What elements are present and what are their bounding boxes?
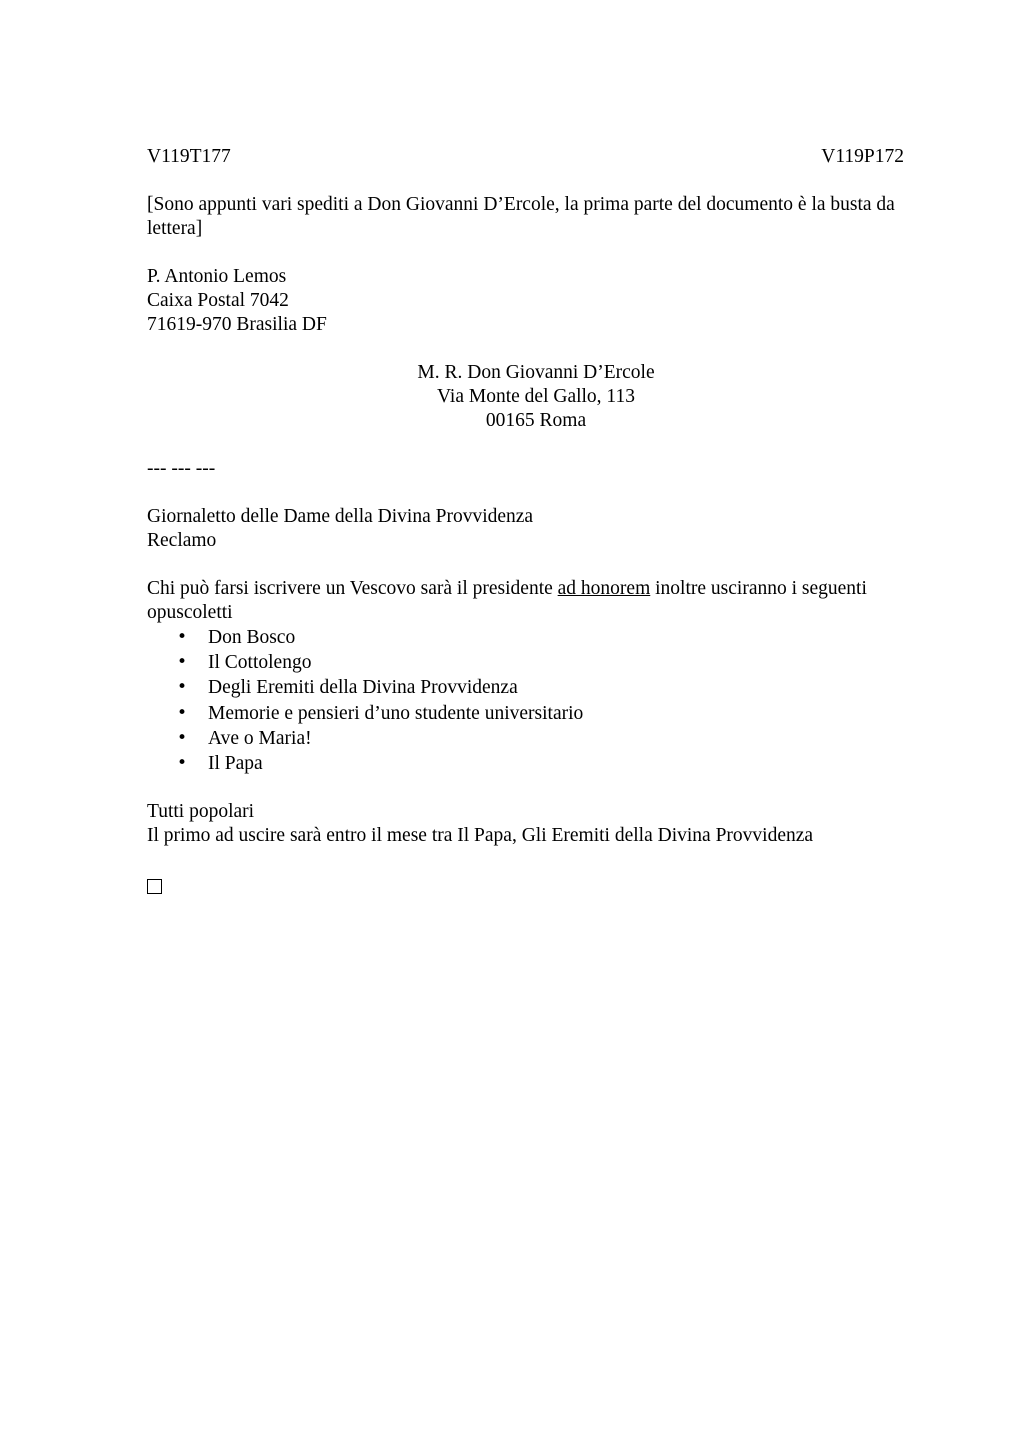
reference-header bbox=[147, 145, 904, 169]
recipient-street: Via Monte del Gallo, 113 bbox=[437, 386, 635, 407]
checkbox-square-icon bbox=[147, 879, 162, 894]
list-item: • Il Cottolengo bbox=[147, 650, 917, 675]
closing-line-1: Tutti popolari bbox=[147, 801, 255, 823]
left-reference-code: V119T177 bbox=[147, 146, 231, 167]
recipient-address bbox=[147, 361, 925, 433]
booklet-list bbox=[147, 625, 917, 776]
recipient-name: M. R. Don Giovanni D’Ercole bbox=[417, 362, 655, 383]
body-paragraph bbox=[147, 577, 917, 625]
section-separator: --- --- --- bbox=[147, 458, 216, 479]
section-heading bbox=[147, 505, 917, 553]
paragraph-text-before: Chi può farsi iscrivere un Vescovo sarà il presidente bbox=[147, 578, 558, 599]
paragraph-underlined-text: ad honorem bbox=[557, 578, 651, 599]
sender-name: P. Antonio Lemos bbox=[147, 266, 287, 287]
sender-postal-box: Caixa Postal 7042 bbox=[147, 290, 289, 311]
closing-line-2: Il primo ad uscire sarà entro il mese tra Il Papa, Gli Eremiti della Divina Provvidenza bbox=[147, 825, 814, 847]
list-item: • Memorie e pensieri d’uno studente universitario bbox=[147, 701, 917, 726]
closing-notes bbox=[147, 800, 917, 848]
sender-address bbox=[147, 265, 917, 337]
right-reference-code: V119P172 bbox=[821, 146, 904, 167]
recipient-city: 00165 Roma bbox=[485, 410, 587, 431]
document-page bbox=[147, 145, 917, 894]
editorial-note: [Sono appunti vari spediti a Don Giovanni D’Ercole, la prima parte del documento è la busta da lettera] bbox=[147, 194, 895, 239]
list-item: • Il Papa bbox=[147, 751, 917, 776]
section-title: Giornaletto delle Dame della Divina Provvidenza bbox=[147, 506, 534, 527]
list-item: • Don Bosco bbox=[147, 625, 917, 650]
list-item: • Ave o Maria! bbox=[147, 726, 917, 751]
list-item: • Degli Eremiti della Divina Provvidenza bbox=[147, 675, 917, 700]
section-subtitle: Reclamo bbox=[147, 530, 217, 551]
sender-city: 71619-970 Brasilia DF bbox=[147, 314, 327, 335]
paragraph-text-after: inoltre usciranno i seguenti opuscoletti bbox=[147, 578, 867, 623]
